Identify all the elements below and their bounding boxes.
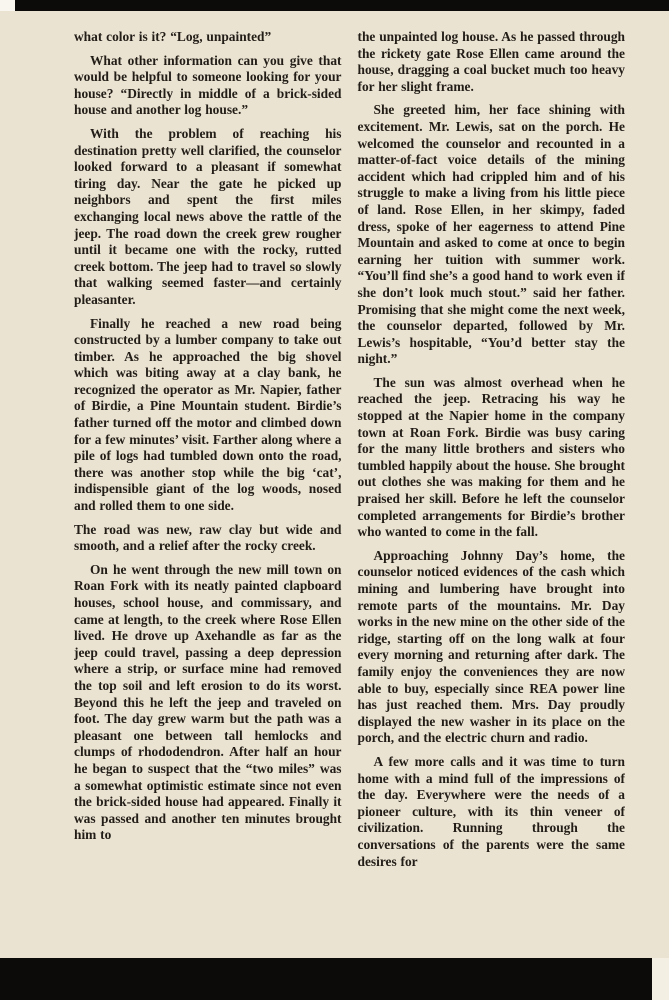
column-right (358, 29, 626, 950)
scan-edge-top (15, 0, 669, 11)
scan-corner-top-left (0, 0, 15, 11)
text-columns (74, 29, 625, 950)
scan-edge-bottom (0, 958, 652, 1000)
paragraph: A few more calls and it was time to turn home with a mind full of the impressions of the day. Everywhere were the needs of a pioneer culture, with its thin veneer of civilization. Running through the conversations of the parents were the same desires for (357, 753, 625, 869)
paragraph: She greeted him, her face shining with excitement. Mr. Lewis, sat on the porch. He welcomed the counselor and recounted in a matter-of-fact voice details of the mining accident which had crippled him and of his struggle to make a living from his little piece of land. Rose Ellen, in her skimpy, faded dress, spoke of her eagerness to attend Pine Mountain and asked to come at once to begin earning her tuition with summer work. “You’ll find she’s a good hand to work even if she don’t look much stout.” said her father. Promising that she might come the next week, the counselor departed, followed by Mr. Lewis’s hospitable, “You’d better stay the night.” (357, 102, 625, 367)
column-left (74, 29, 342, 950)
paragraph: The road was new, raw clay but wide and smooth, and a relief after the rocky creek. (74, 521, 342, 554)
paragraph: On he went through the new mill town on Roan Fork with its neatly painted clapboard houses, school house, and commissary, and came at length, to the creek where Rose Ellen lived. He drove up Axehandle as far as the jeep could travel, passing a deep depression where a strip, or surface mine had removed the top soil and left erosion to do its worst. Beyond this he left the jeep and traveled on foot. The day grew warm but the path was a pleasant one between tall hemlocks and clumps of rhododendron. After half an hour he began to suspect that the “two miles” was a somewhat optimistic estimate since not even the brick-sided house had appeared. Finally it was passed and another ten minutes brought him to (74, 561, 342, 843)
paragraph: Finally he reached a new road being constructed by a lumber company to take out timber. As he approached the big shovel which was biting away at a clay bank, he recognized the operator as Mr. Napier, father of Birdie, a Pine Mountain student. Birdie’s father turned off the motor and climbed down for a few minutes’ visit. Farther along where a pile of logs had tumbled down onto the road, there was another stop while the big ‘cat’, indispensible giant of the log woods, nosed and rolled them to one side. (74, 315, 342, 514)
paragraph: The sun was almost overhead when he reached the jeep. Retracing his way he stopped at the Napier home in the company town at Roan Fork. Birdie was busy caring for the many little brothers and sisters who tumbled happily about the house. She brought out clothes she was making for them and he praised her skill. Before he left the counselor completed arrangements for Birdie’s brother who wanted to come in the fall. (357, 374, 625, 540)
scan-corner-bottom-right (652, 958, 669, 1000)
paragraph: the unpainted log house. As he passed through the rickety gate Rose Ellen came around the house, dragging a coal bucket much too heavy for her slight frame. (357, 29, 625, 94)
paragraph: With the problem of reaching his destination pretty well clarified, the counselor looked forward to a pleasant if somewhat tiring day. Near the gate he picked up neighbors and spent the first miles exchanging local news above the rattle of the jeep. The road down the creek grew rougher until it became one with the rocky, rutted creek bottom. The jeep had to travel so slowly that walking seemed faster—and certainly pleasanter. (74, 125, 342, 307)
paragraph: Approaching Johnny Day’s home, the counselor noticed evidences of the cash which mining and lumbering have brought into remote parts of the mountains. Mr. Day works in the new mine on the other side of the ridge, starting off on the long walk at four every morning and returning after dark. The family enjoy the conveniences they are now able to buy, especially since REA power line has just reached them. Mrs. Day proudly displayed the new washer in its place on the porch, and the electric churn and radio. (357, 547, 625, 746)
paragraph: What other information can you give that would be helpful to someone looking for your house? “Directly in middle of a brick-sided house and another log house.” (74, 52, 342, 118)
paragraph: what color is it? “Log, unpainted” (74, 29, 272, 44)
